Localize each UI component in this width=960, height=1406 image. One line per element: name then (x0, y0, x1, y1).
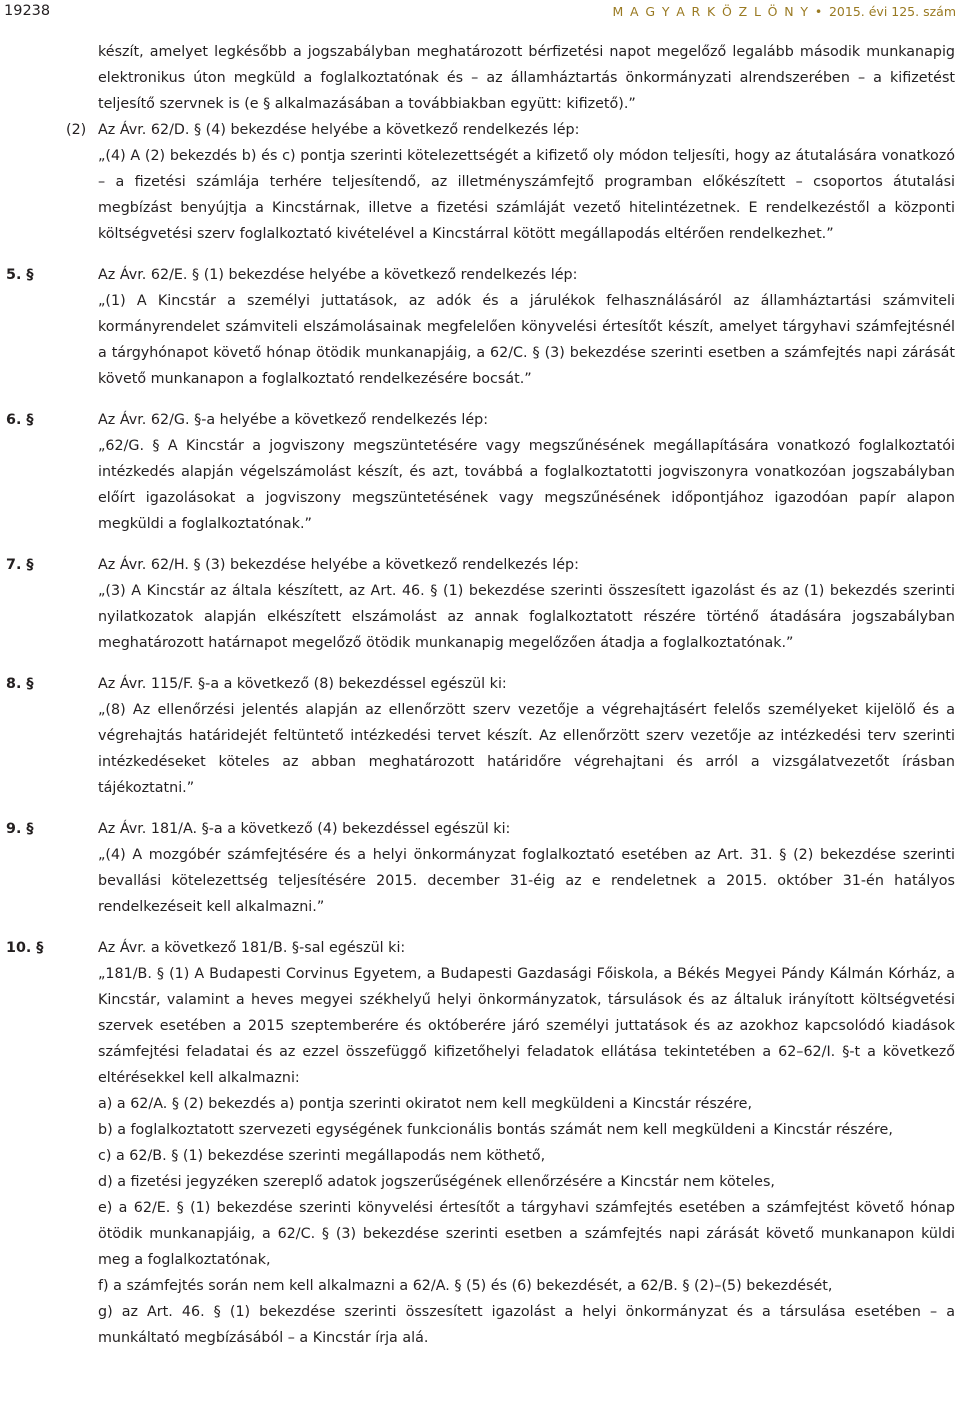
subsection-2-quote: „(4) A (2) bekezdés b) és c) pontja szerinti kötelezettségét a kifizető oly módon teljesíti, hogy az átutalására vonatkozó – a fizetési számlája terhére teljesítendő, az illetményszámfejtő programban előkészített – csoportos átutalási megbízást benyújtja a Kincstárnak, illetve a fizetési számláját vezető hitelintézetnek. E rendelkezéstől a központi költségvetési szerv foglalkoztató kivételével a Kincstárral kötött megállapodás eltérően rendelkezhet.” (98, 148, 955, 242)
section-quote: „(4) A mozgóbér számfejtésére és a helyi önkormányzat foglalkoztató esetében az Art. 31. § (2) bekezdése szerinti bevallási kötelezettség teljesítésére 2015. december 31-éig az e rendeletnek a 2015. október 31-én hatályos rendelkezéseit kell alkalmazni.” (98, 847, 955, 915)
list-item-g: g) az Art. 46. § (1) bekezdése szerinti összesített igazolást a helyi önkormányzat és a társulása esetében – a munkáltató megbízásából – a Kincstár írja alá. (98, 1304, 955, 1346)
subsection-2 (0, 117, 960, 143)
section-quote: „62/G. § A Kincstár a jogviszony megszüntetésére vagy megszűnésének megállapítására vonatkozó foglalkoztatói intézkedés alapján végelszámolást készít, és azt, továbbá a foglalkoztatotti jogviszonyra vonatkozóan jogszabályban előírt igazolásokat a jogviszony megszüntetésének vagy megszűnésének időpontjához igazodóan papír alapon megküldi a foglalkoztatónak.” (98, 438, 955, 532)
subsection-label: (2) (66, 122, 87, 138)
section-10 (0, 935, 960, 1351)
section-number: 6. § (6, 412, 34, 428)
section-quote: „(1) A Kincstár a személyi juttatások, az adók és a járulékok felhasználásáról az államháztartási számviteli kormányrendelet számviteli elszámolásainak megfelelően könyvelési értesítőt készít, amelyet tárgyhavi számfejtésnél a tárgyhónapot követő hónap ötödik munkanapjáig, a 62/C. § (3) bekezdése szerinti esetben a számfejtés napi zárását követő munkanapon a foglalkoztató rendelkezésére bocsát.” (98, 293, 955, 387)
section-quote: „181/B. § (1) A Budapesti Corvinus Egyetem, a Budapesti Gazdasági Főiskola, a Békés Megyei Pándy Kálmán Kórház, a Kincstár, valamint a heves megyei székhelyű helyi önkormányzatok, társulások és az általuk irányított költségvetési szervek esetében a 2015 szeptemberére és októberére járó személyi juttatások és az azokhoz kapcsolódó kiadások számfejtési feladatai és az ezzel összefüggő kifizetőhelyi feladatok ellátása tekintetében a 62–62/I. §-t a következő eltérésekkel kell alkalmazni: (98, 966, 955, 1086)
list-item-a: a) a 62/A. § (2) bekezdés a) pontja szerinti okiratot nem kell megküldeni a Kincstár részére, (98, 1096, 753, 1112)
section-7 (0, 552, 960, 656)
section-lead: Az Ávr. 62/H. § (3) bekezdése helyébe a következő rendelkezés lép: (98, 557, 579, 573)
section-5 (0, 262, 960, 392)
list-item-c: c) a 62/B. § (1) bekezdése szerinti megállapodás nem köthető, (98, 1148, 546, 1164)
section-number: 7. § (6, 557, 34, 573)
section-lead: Az Ávr. 62/G. §-a helyébe a következő rendelkezés lép: (98, 412, 489, 428)
section-number: 9. § (6, 821, 34, 837)
intro-paragraph: készít, amelyet legkésőbb a jogszabályban meghatározott bérfizetési napot megelőző legalább második munkanapig elektronikus úton megküld a foglalkoztatónak és – az államháztartás önkormányzati alrendszerében – a kifizetést teljesítő szervnek is (e § alkalmazásában a továbbiakban együtt: kifizető).” (98, 44, 955, 112)
journal-name: M A G Y A R K Ö Z L Ö N Y (612, 4, 810, 19)
journal-title (612, 4, 956, 19)
page-header (0, 0, 960, 22)
list-item-e: e) a 62/E. § (1) bekezdése szerinti könyvelési értesítőt a tárgyhavi számfejtés esetében a számfejtést követő hónap ötödik munkanapjáig, a 62/C. § (3) bekezdése szerinti esetben a számfejtés napi zárását követő munkanapon küldi meg a foglalkoztatónak, (98, 1200, 955, 1268)
section-9 (0, 816, 960, 920)
list-item-f: f) a számfejtés során nem kell alkalmazni a 62/A. § (5) és (6) bekezdését, a 62/B. § (2)–(5) bekezdését, (98, 1278, 833, 1294)
section-lead: Az Ávr. 181/A. §-a a következő (4) bekezdéssel egészül ki: (98, 821, 511, 837)
section-quote: „(8) Az ellenőrzési jelentés alapján az ellenőrzött szerv vezetője a végrehajtásért felelős személyeket kijelölő és a végrehajtás határidejét feltüntető intézkedési tervet készít. Az ellenőrzött szerv vezetője az intézkedési terv szerinti intézkedéseket köteles az abban meghatározott határidőre végrehajtani és arról a vizsgálatvezetőt írásban tájékoztatni.” (98, 702, 955, 796)
section-6 (0, 407, 960, 537)
section-number: 5. § (6, 267, 34, 283)
list-item-b: b) a foglalkoztatott szervezeti egységének funkcionális bontás számát nem kell megküldeni a Kincstár részére, (98, 1122, 893, 1138)
journal-issue: 2015. évi 125. szám (828, 4, 956, 19)
section-number: 8. § (6, 676, 34, 692)
section-lead: Az Ávr. 115/F. §-a a következő (8) bekezdéssel egészül ki: (98, 676, 507, 692)
page-number: 19238 (4, 3, 51, 19)
document-body (0, 39, 960, 1351)
subsection-text: Az Ávr. 62/D. § (4) bekezdése helyébe a következő rendelkezés lép: (98, 122, 580, 138)
section-lead: Az Ávr. 62/E. § (1) bekezdése helyébe a következő rendelkezés lép: (98, 267, 578, 283)
section-quote: „(3) A Kincstár az általa készített, az Art. 46. § (1) bekezdése szerinti összesített igazolást és az (1) bekezdés szerinti nyilatkozatok alapján elkészített elszámolást az annak foglalkoztatott részére történő átadására jogszabályban meghatározott határnapot megelőző ötödik munkanapig megelőzően átadja a foglalkoztatónak.” (98, 583, 955, 651)
section-lead: Az Ávr. a következő 181/B. §-sal egészül ki: (98, 940, 406, 956)
header-bullet: • (814, 4, 824, 19)
section-8 (0, 671, 960, 801)
list-item-d: d) a fizetési jegyzéken szereplő adatok jogszerűségének ellenőrzésére a Kincstár nem köteles, (98, 1174, 775, 1190)
section-number: 10. § (6, 940, 44, 956)
